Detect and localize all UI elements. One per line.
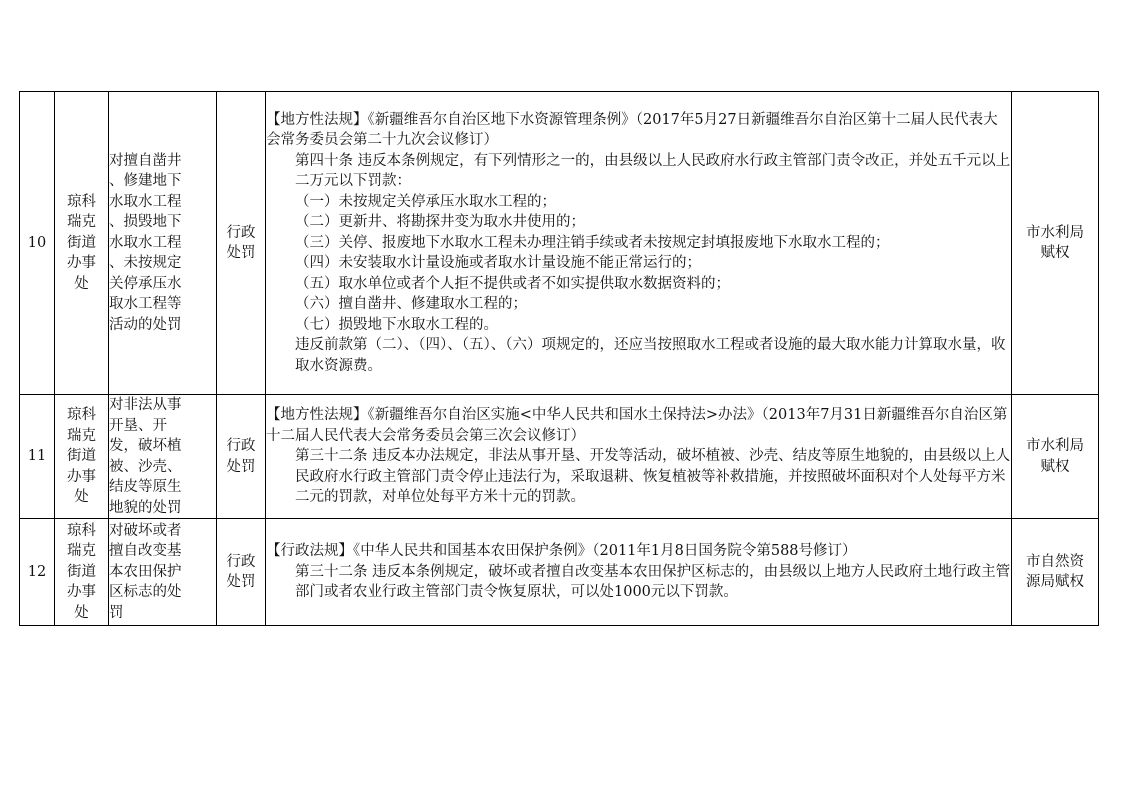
type-line: 行政 bbox=[226, 438, 256, 454]
legal-sub-item: （一）未按规定关停承压水取水工程的； bbox=[295, 193, 556, 210]
table-row bbox=[20, 395, 1099, 519]
legal-basis-cell bbox=[266, 519, 1012, 626]
type-cell bbox=[217, 519, 266, 626]
item-line: 区标志的处 bbox=[109, 584, 182, 601]
department-line: 琼科 bbox=[67, 193, 96, 210]
department-line: 琼科 bbox=[67, 522, 96, 539]
department-line: 街道 bbox=[67, 234, 96, 251]
row-number: 10 bbox=[20, 92, 55, 395]
item-line: 发，破坏植 bbox=[109, 438, 182, 454]
legal-basis-heading: 【行政法规】《中华人民共和国基本农田保护条例》（2011年1月8日国务院令第588号修订） bbox=[266, 543, 857, 560]
table-row bbox=[20, 519, 1099, 626]
item-line: 水取水工程 bbox=[109, 234, 182, 251]
type-line: 行政 bbox=[226, 553, 256, 570]
item-cell bbox=[109, 519, 217, 626]
department-line: 瑞克 bbox=[67, 427, 96, 444]
legal-tail-paragraph: 违反前款第（二）、（四）、（五）、（六）项规定的，还应当按照取水工程或者设施的最大取水能力计算取水量，收取水资源费。 bbox=[295, 337, 1006, 374]
type-line: 行政 bbox=[226, 224, 256, 241]
item-line: 对擅自凿井 bbox=[109, 152, 182, 169]
legal-basis-cell bbox=[266, 92, 1012, 395]
item-line: 本农田保护 bbox=[109, 563, 182, 580]
item-line: 、未按规定 bbox=[109, 255, 182, 272]
legal-sub-item: （四）未安装取水计量设施或者取水计量设施不能正常运行的； bbox=[295, 255, 701, 272]
legal-basis-heading: 【地方性法规】《新疆维吾尔自治区地下水资源管理条例》（2017年5月27日新疆维吾尔自治区第十二届人民代表大会常务委员会第二十九次会议修订） bbox=[266, 111, 998, 149]
item-line: 、修建地下 bbox=[109, 173, 182, 190]
source-line: 赋权 bbox=[1040, 245, 1070, 261]
item-line: 擅自改变基 bbox=[109, 543, 182, 560]
department-line: 办事 bbox=[67, 584, 96, 601]
legal-article: 第三十二条 违反本办法规定，非法从事开垦、开发等活动，破坏植被、沙壳、结皮等原生地貌的，由县级以上人民政府水行政主管部门责令停止违法行为，采取退耕、恢复植被等补救措施，并按照破坏面积对个人处每平方米二元的罚款，对单位处每平方米十元的罚款。 bbox=[295, 448, 1011, 506]
department-line: 瑞克 bbox=[67, 214, 96, 231]
legal-basis-cell bbox=[266, 395, 1012, 519]
department-cell bbox=[55, 519, 109, 626]
legal-sub-item: （三）关停、报废地下水取水工程未办理注销手续或者未按规定封填报废地下水取水工程的； bbox=[295, 234, 890, 251]
item-line: 对破坏或者 bbox=[109, 522, 182, 539]
department-line: 办事 bbox=[67, 468, 96, 485]
item-line: 、损毁地下 bbox=[109, 214, 182, 231]
row-number: 11 bbox=[20, 395, 55, 519]
item-line: 结皮等原生 bbox=[109, 479, 182, 495]
item-line: 关停承压水 bbox=[109, 275, 182, 292]
legal-article: 第四十条 违反本条例规定，有下列情形之一的，由县级以上人民政府水行政主管部门责令改正，并处五千元以上二万元以下罚款： bbox=[295, 152, 1011, 190]
department-line: 街道 bbox=[67, 448, 96, 465]
type-line: 处罚 bbox=[226, 574, 256, 590]
item-line: 活动的处罚 bbox=[109, 316, 182, 333]
source-line: 市自然资 bbox=[1026, 553, 1084, 570]
source-cell bbox=[1012, 395, 1099, 519]
source-line: 源局赋权 bbox=[1026, 574, 1084, 590]
department-line: 处 bbox=[74, 604, 89, 621]
source-line: 市水利局 bbox=[1026, 438, 1084, 454]
source-cell bbox=[1012, 519, 1099, 626]
item-cell bbox=[109, 92, 217, 395]
item-line: 对非法从事 bbox=[109, 397, 182, 413]
item-cell bbox=[109, 395, 217, 519]
department-line: 处 bbox=[74, 275, 89, 292]
type-cell bbox=[217, 395, 266, 519]
legal-sub-item: （七）损毁地下水取水工程的。 bbox=[295, 316, 498, 333]
department-cell bbox=[55, 92, 109, 395]
legal-sub-item: （五）取水单位或者个人拒不提供或者不如实提供取水数据资料的； bbox=[295, 275, 730, 292]
item-line: 取水工程等 bbox=[109, 296, 182, 313]
source-line: 市水利局 bbox=[1026, 224, 1084, 241]
department-cell bbox=[55, 395, 109, 519]
item-line: 罚 bbox=[109, 604, 124, 621]
item-line: 被、沙壳、 bbox=[109, 458, 182, 475]
source-cell bbox=[1012, 92, 1099, 395]
department-line: 街道 bbox=[67, 563, 96, 580]
legal-basis-heading: 【地方性法规】《新疆维吾尔自治区实施<中华人民共和国水土保持法>办法》（2013年7月31日新疆维吾尔自治区第十二届人民代表大会常务委员会第三次会议修订） bbox=[266, 407, 1008, 444]
item-line: 水取水工程 bbox=[109, 193, 182, 210]
type-line: 处罚 bbox=[226, 458, 256, 475]
department-line: 处 bbox=[74, 489, 89, 506]
source-line: 赋权 bbox=[1040, 458, 1070, 475]
department-line: 琼科 bbox=[67, 407, 96, 424]
penalty-table bbox=[19, 91, 1099, 626]
legal-sub-item: （二）更新井、将勘探井变为取水井使用的； bbox=[295, 214, 585, 231]
legal-sub-item: （六）擅自凿井、修建取水工程的； bbox=[295, 296, 527, 313]
department-line: 瑞克 bbox=[67, 543, 96, 560]
legal-article: 第三十二条 违反本条例规定，破坏或者擅自改变基本农田保护区标志的，由县级以上地方人民政府土地行政主管部门或者农业行政主管部门责令恢复原状，可以处1000元以下罚款。 bbox=[295, 563, 1011, 601]
item-line: 开垦、开 bbox=[109, 417, 167, 434]
row-number: 12 bbox=[20, 519, 55, 626]
table-row bbox=[20, 92, 1099, 395]
type-cell bbox=[217, 92, 266, 395]
type-line: 处罚 bbox=[226, 245, 256, 261]
department-line: 办事 bbox=[67, 255, 96, 272]
item-line: 地貌的处罚 bbox=[109, 499, 182, 516]
